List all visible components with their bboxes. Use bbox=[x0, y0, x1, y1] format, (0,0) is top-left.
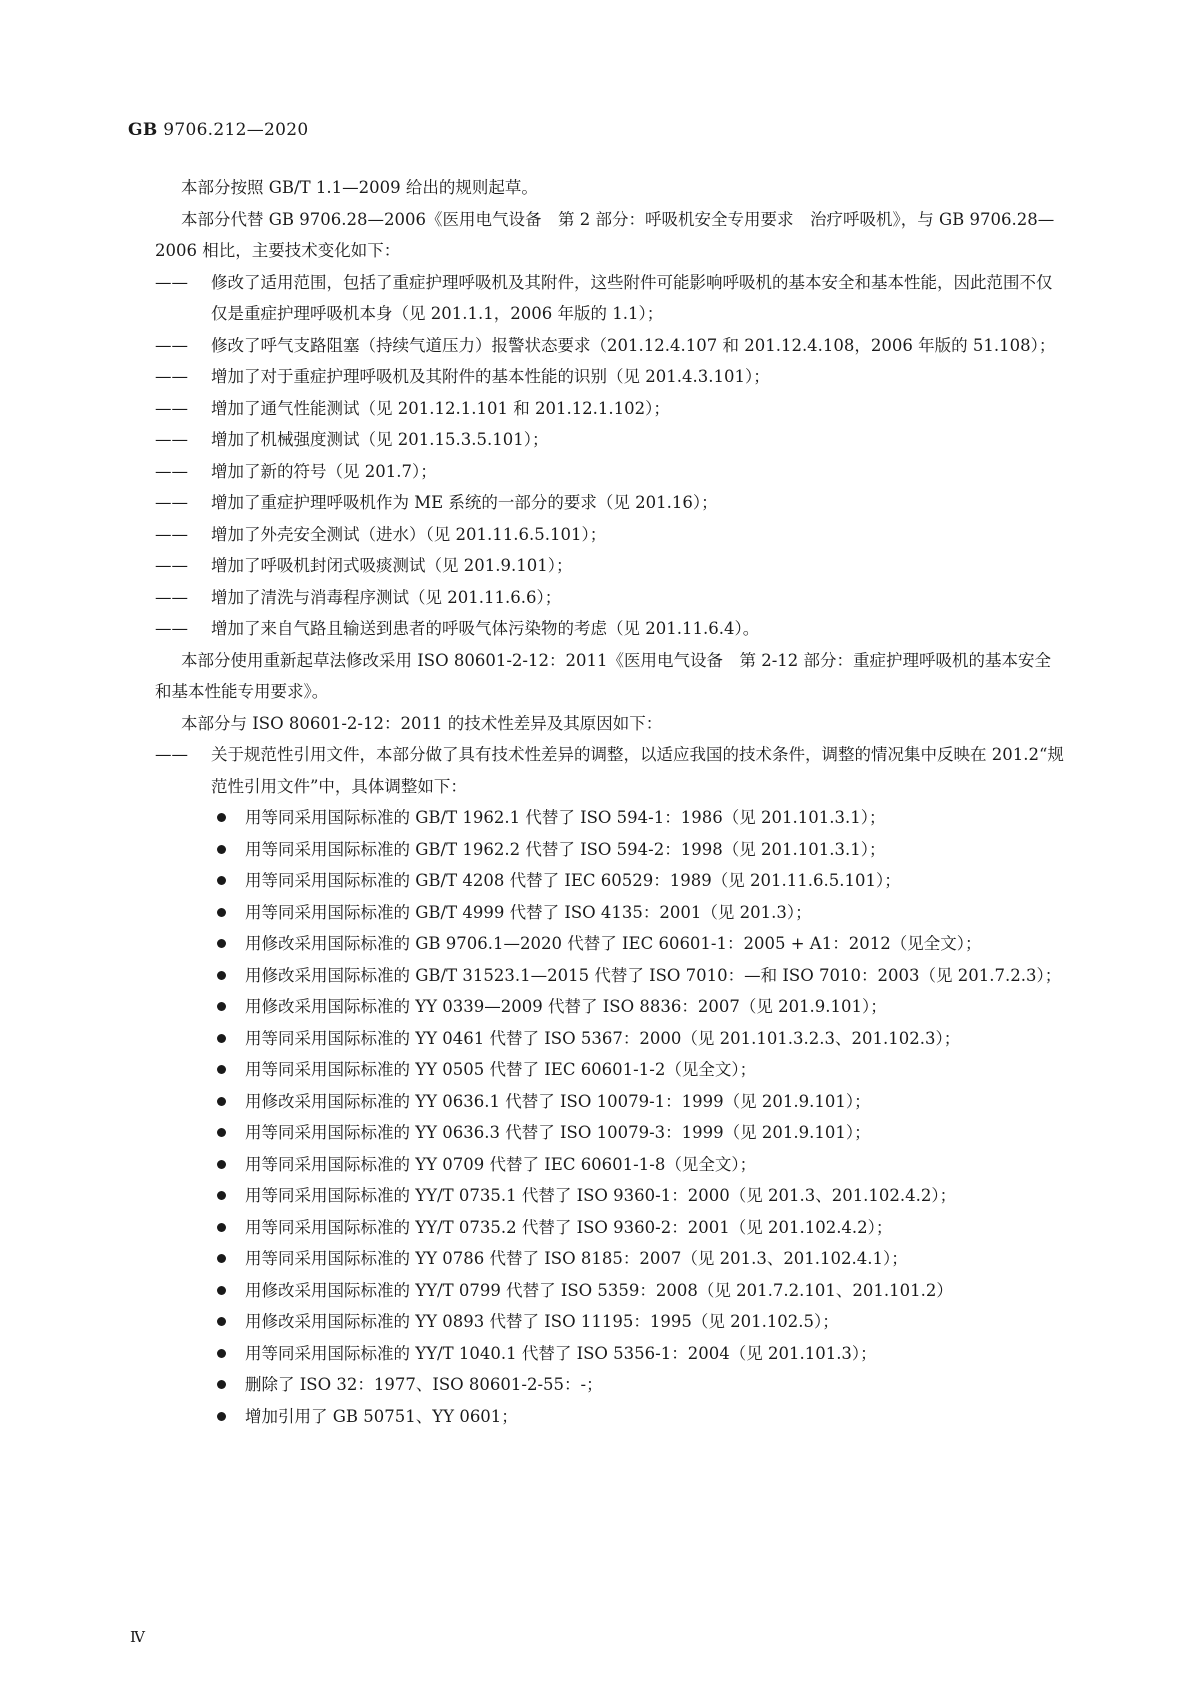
foreword-body bbox=[155, 172, 1065, 1432]
bullet-item: 用等同采用国际标准的 GB/T 4999 代替了 ISO 4135：2001（见 201.3）； bbox=[245, 902, 812, 922]
bullet-item: 用等同采用国际标准的 YY/T 0735.1 代替了 ISO 9360-1：2000（见 201.3、201.102.4.2）； bbox=[245, 1186, 957, 1205]
bullet-item: 用等同采用国际标准的 GB/T 1962.1 代替了 ISO 594-1：1986（见 201.101.3.1）； bbox=[245, 808, 886, 827]
dash-mark: —— bbox=[155, 745, 188, 764]
list-item: —— 增加了对于重症护理呼吸机及其附件的基本性能的识别（见 201.4.3.101）； bbox=[155, 361, 1065, 393]
bullet-item: 增加引用了 GB 50751、YY 0601； bbox=[245, 1406, 518, 1426]
bullet-item: 用等同采用国际标准的 YY 0786 代替了 ISO 8185：2007（见 201.3、201.102.4.1）； bbox=[245, 1249, 908, 1268]
dash-mark: —— bbox=[155, 493, 188, 512]
bullet-item: 用等同采用国际标准的 YY 0505 代替了 IEC 60601-1-2（见全文）； bbox=[245, 1060, 757, 1079]
bullet-item: 用等同采用国际标准的 YY 0461 代替了 ISO 5367：2000（见 201.101.3.2.3、201.102.3）； bbox=[245, 1028, 961, 1048]
dash-mark: —— bbox=[155, 619, 188, 638]
bullet-item: 用修改采用国际标准的 YY 0893 代替了 ISO 11195：1995（见 201.102.5）； bbox=[245, 1312, 839, 1331]
list-item: —— 增加了外壳安全测试（进水）（见 201.11.6.5.101）； bbox=[155, 519, 1065, 551]
list-item: —— 增加了通气性能测试（见 201.12.1.101 和 201.12.1.102）； bbox=[155, 393, 1065, 425]
differences-intro: 本部分与 ISO 80601-2-12：2011 的技术性差异及其原因如下： bbox=[181, 713, 663, 733]
dash-mark: —— bbox=[155, 367, 188, 386]
list-item: —— 增加了来自气路且输送到患者的呼吸气体污染物的考虑（见 201.11.6.4）。 bbox=[155, 613, 1065, 645]
dash-mark: —— bbox=[155, 524, 188, 544]
bullet-item: 用等同采用国际标准的 YY/T 0735.2 代替了 ISO 9360-2：2001（见 201.102.4.2）； bbox=[245, 1217, 893, 1237]
bullet-item: 用等同采用国际标准的 YY 0636.3 代替了 ISO 10079-3：1999（见 201.9.101）； bbox=[245, 1123, 871, 1142]
intro-paragraph-1: 本部分按照 GB/T 1.1—2009 给出的规则起草。 bbox=[181, 178, 538, 197]
intro-paragraph-2: 本部分代替 GB 9706.28—2006《医用电气设备 第 2 部分：呼吸机安全专用要求 治疗呼吸机》，与 GB 9706.28—2006 相比，主要技术变化如下： bbox=[155, 209, 1055, 260]
dash-mark: —— bbox=[155, 398, 188, 418]
reference-adjustments-list bbox=[155, 802, 1065, 1432]
bullet-item: 用修改采用国际标准的 YY 0339—2009 代替了 ISO 8836：2007（见 201.9.101）； bbox=[245, 997, 887, 1016]
bullet-item: 用等同采用国际标准的 YY/T 1040.1 代替了 ISO 5356-1：2004（见 201.101.3）； bbox=[245, 1343, 877, 1363]
changes-list bbox=[155, 267, 1065, 645]
list-item: —— 增加了呼吸机封闭式吸痰测试（见 201.9.101）； bbox=[155, 550, 1065, 582]
bullet-item: 用等同采用国际标准的 GB/T 4208 代替了 IEC 60529：1989（见 201.11.6.5.101）； bbox=[245, 871, 901, 890]
bullet-item: 用修改采用国际标准的 GB 9706.1—2020 代替了 IEC 60601-1：2005 + A1：2012（见全文）； bbox=[245, 934, 982, 953]
list-item: —— 增加了重症护理呼吸机作为 ME 系统的一部分的要求（见 201.16）； bbox=[155, 487, 1065, 519]
page-number: Ⅳ bbox=[130, 1628, 145, 1646]
bullet-item: 删除了 ISO 32：1977、ISO 80601-2-55：-； bbox=[245, 1375, 603, 1394]
bullet-item: 用修改采用国际标准的 YY/T 0799 代替了 ISO 5359：2008（见 201.7.2.101、201.101.2） bbox=[245, 1280, 953, 1300]
bullet-item: 用修改采用国际标准的 YY 0636.1 代替了 ISO 10079-1：1999（见 201.9.101）； bbox=[245, 1091, 871, 1111]
list-item: —— 增加了机械强度测试（见 201.15.3.5.101）； bbox=[155, 424, 1065, 456]
dash-mark: —— bbox=[155, 335, 188, 355]
differences-item: —— 关于规范性引用文件，本部分做了具有技术性差异的调整，以适应我国的技术条件，调整的情况集中反映在 201.2“规范性引用文件”中，具体调整如下： bbox=[155, 739, 1065, 802]
standard-prefix: GB bbox=[128, 120, 158, 140]
bullet-item: 用等同采用国际标准的 GB/T 1962.2 代替了 ISO 594-2：1998（见 201.101.3.1）； bbox=[245, 839, 886, 859]
adoption-paragraph: 本部分使用重新起草法修改采用 ISO 80601-2-12：2011《医用电气设备 第 2-12 部分：重症护理呼吸机的基本安全和基本性能专用要求》。 bbox=[155, 650, 1052, 701]
bullet-item: 用修改采用国际标准的 GB/T 31523.1—2015 代替了 ISO 7010：—和 ISO 7010：2003（见 201.7.2.3）； bbox=[245, 965, 1062, 985]
list-item: —— 修改了呼气支路阻塞（持续气道压力）报警状态要求（201.12.4.107 和 201.12.4.108，2006 年版的 51.108）； bbox=[155, 330, 1065, 362]
dash-mark: —— bbox=[155, 461, 188, 481]
list-item: —— 修改了适用范围，包括了重症护理呼吸机及其附件，这些附件可能影响呼吸机的基本安全和基本性能，因此范围不仅仅是重症护理呼吸机本身（见 201.1.1，2006 年版的 1.1）； bbox=[155, 267, 1065, 330]
list-item: —— 增加了清洗与消毒程序测试（见 201.11.6.6）； bbox=[155, 582, 1065, 614]
dash-mark: —— bbox=[155, 430, 188, 449]
standard-number: 9706.212—2020 bbox=[163, 120, 309, 140]
list-item: —— 增加了新的符号（见 201.7）； bbox=[155, 456, 1065, 488]
dash-mark: —— bbox=[155, 272, 188, 292]
document-header bbox=[128, 120, 309, 140]
bullet-item: 用等同采用国际标准的 YY 0709 代替了 IEC 60601-1-8（见全文）； bbox=[245, 1154, 757, 1174]
dash-mark: —— bbox=[155, 587, 188, 607]
dash-mark: —— bbox=[155, 556, 188, 575]
